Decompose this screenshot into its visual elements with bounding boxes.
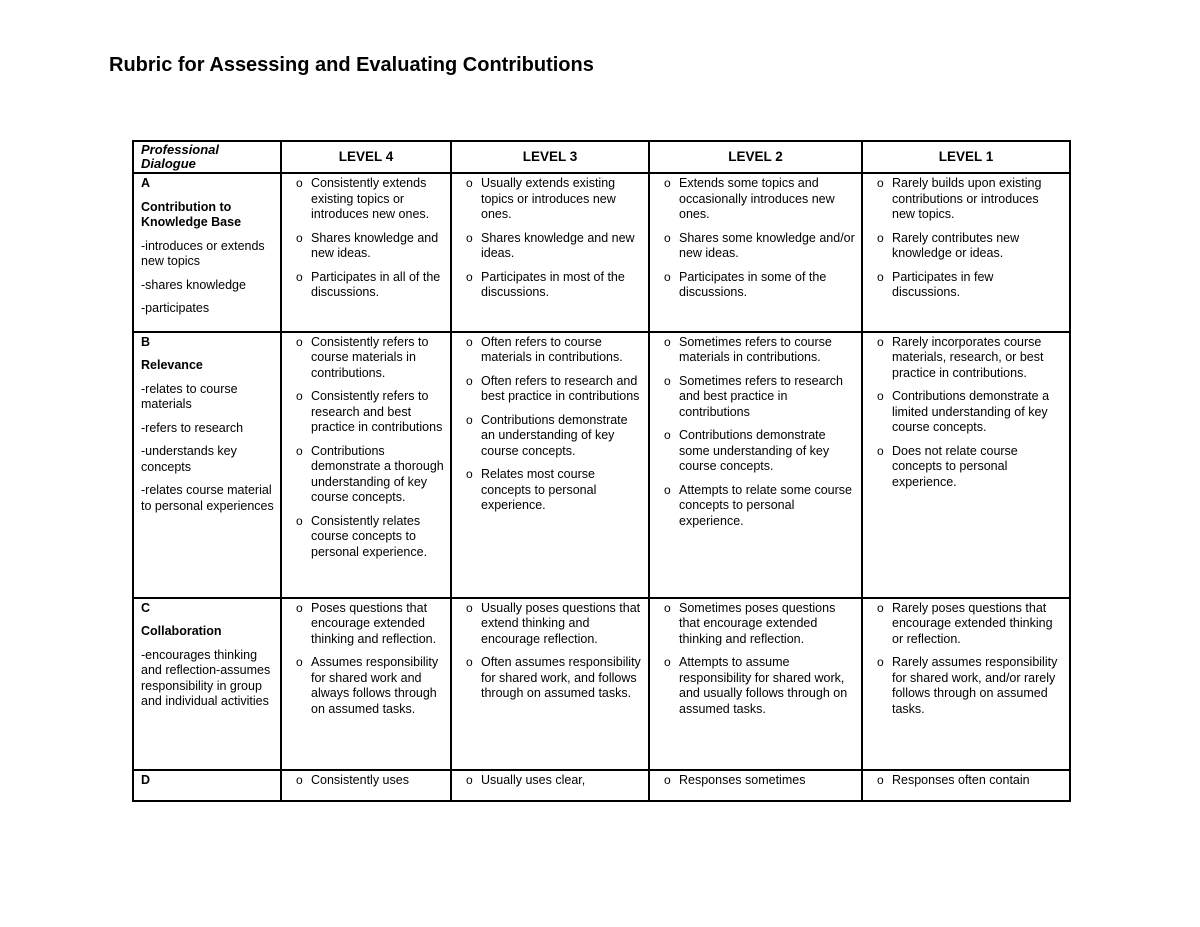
level-3-cell: [451, 770, 649, 802]
bullet-text: Contributions demonstrate a limited understanding of key course concepts.: [892, 389, 1050, 434]
bullet-text: Sometimes refers to research and best practice in contributions: [679, 373, 843, 419]
rubric-row: [133, 598, 1070, 770]
bullet-text: Participates in all of the discussions.: [311, 269, 441, 299]
bullet-item: [657, 428, 855, 475]
criteria-descriptor: -relates to course materials: [141, 381, 238, 411]
bullet-item: [870, 176, 1063, 223]
bullet-text: Often refers to research and best practice in contributions: [481, 373, 640, 403]
bullet-item: [289, 444, 444, 506]
criteria-letter: D: [141, 772, 151, 787]
bullet-text: Shares knowledge and new ideas.: [311, 230, 439, 260]
criteria-descriptor: -relates course material to personal experiences: [141, 483, 274, 513]
bullet-text: Consistently refers to course materials in contributions.: [311, 334, 429, 380]
bullet-icon: o: [296, 600, 303, 615]
document-title: Rubric for Assessing and Evaluating Contributions: [109, 54, 594, 76]
bullet-text: Rarely poses questions that encourage extended thinking or reflection.: [892, 600, 1053, 646]
bullet-icon: o: [664, 176, 671, 190]
level-4-cell: [281, 770, 451, 802]
bullet-item: [657, 374, 855, 421]
level-1-cell: [862, 173, 1070, 332]
bullet-item: [657, 601, 855, 648]
bullet-text: Attempts to assume responsibility for shared work, and usually follows through on assumed tasks.: [679, 655, 848, 716]
bullet-item: [870, 601, 1063, 648]
bullet-item: [870, 335, 1063, 382]
bullet-icon: o: [296, 443, 303, 458]
bullet-icon: o: [296, 389, 303, 403]
bullet-item: [459, 601, 642, 648]
bullet-text: Usually extends existing topics or introduces new ones.: [481, 176, 616, 221]
bullet-item: [870, 444, 1063, 491]
bullet-icon: o: [296, 772, 303, 787]
bullet-item: [870, 655, 1063, 717]
bullet-list: [289, 601, 444, 718]
bullet-icon: o: [664, 269, 671, 284]
bullet-item: [657, 335, 855, 366]
bullet-text: Shares knowledge and new ideas.: [481, 230, 635, 260]
criteria-letter: A: [141, 176, 151, 190]
bullet-icon: o: [466, 772, 473, 787]
criteria-name: Collaboration: [141, 624, 222, 638]
level-2-cell: [649, 598, 862, 770]
bullet-icon: o: [664, 230, 671, 245]
bullet-list: [870, 335, 1063, 491]
bullet-list: [657, 176, 855, 301]
bullet-icon: o: [296, 655, 303, 669]
bullet-list: [657, 601, 855, 718]
bullet-icon: o: [664, 772, 671, 787]
bullet-text: Poses questions that encourage extended thinking and reflection.: [311, 600, 437, 646]
level-4-header: LEVEL 4: [281, 141, 451, 173]
bullet-text: Does not relate course concepts to personal experience.: [892, 443, 1018, 489]
bullet-item: [657, 270, 855, 301]
level-2-cell: [649, 332, 862, 598]
bullet-text: Consistently extends existing topics or introduces new ones.: [311, 176, 430, 221]
criteria-name: Contribution to Knowledge Base: [141, 199, 242, 229]
level-4-cell: [281, 173, 451, 332]
level-1-cell: [862, 598, 1070, 770]
bullet-icon: o: [877, 772, 884, 787]
bullet-item: [289, 231, 444, 262]
bullet-text: Contributions demonstrate a thorough understanding of key course concepts.: [311, 443, 444, 504]
criteria-descriptor: -understands key concepts: [141, 444, 237, 474]
bullet-list: [459, 601, 642, 702]
bullet-icon: o: [664, 655, 671, 669]
criteria-descriptor: -encourages thinking and reflection-assumes responsibility in group and individual activities: [141, 647, 271, 708]
bullet-icon: o: [466, 269, 473, 284]
bullet-text: Often refers to course materials in contributions.: [481, 334, 623, 364]
level-3-cell: [451, 598, 649, 770]
bullet-text: Rarely contributes new knowledge or ideas.: [892, 230, 1020, 260]
bullet-text: Participates in few discussions.: [892, 269, 994, 299]
criteria-descriptor: -participates: [141, 301, 210, 315]
rubric-row: [133, 332, 1070, 598]
rubric-row: [133, 173, 1070, 332]
bullet-item: [459, 270, 642, 301]
bullet-text: Consistently refers to research and best practice in contributions: [311, 389, 443, 434]
bullet-item: [870, 270, 1063, 301]
bullet-item: [657, 231, 855, 262]
rubric-table: [132, 140, 1071, 802]
bullet-list: [870, 176, 1063, 301]
bullet-icon: o: [466, 655, 473, 669]
header-row: [133, 141, 1070, 173]
bullet-icon: o: [877, 600, 884, 615]
bullet-item: [459, 335, 642, 366]
bullet-icon: o: [877, 230, 884, 245]
bullet-icon: o: [296, 230, 303, 245]
bullet-icon: o: [664, 428, 671, 442]
bullet-icon: o: [877, 443, 884, 458]
bullet-text: Consistently relates course concepts to personal experience.: [311, 513, 428, 559]
bullet-icon: o: [877, 389, 884, 403]
bullet-text: Usually poses questions that extend thinking and encourage reflection.: [481, 600, 641, 646]
bullet-text: Usually uses clear,: [481, 772, 586, 787]
bullet-item: [870, 773, 1063, 789]
criteria-cell: [133, 598, 281, 770]
bullet-item: [289, 176, 444, 223]
bullet-icon: o: [296, 176, 303, 190]
bullet-list: [870, 773, 1063, 789]
bullet-item: [870, 231, 1063, 262]
bullet-text: Contributions demonstrate some understanding of key course concepts.: [679, 428, 830, 473]
level-4-cell: [281, 598, 451, 770]
bullet-list: [289, 176, 444, 301]
bullet-icon: o: [296, 513, 303, 528]
bullet-text: Responses often contain: [892, 772, 1030, 787]
bullet-item: [459, 176, 642, 223]
bullet-icon: o: [664, 334, 671, 349]
bullet-text: Rarely builds upon existing contributions or introduces new topics.: [892, 176, 1042, 221]
bullet-text: Attempts to relate some course concepts to personal experience.: [679, 482, 852, 528]
bullet-list: [657, 773, 855, 789]
bullet-icon: o: [466, 176, 473, 190]
bullet-icon: o: [466, 230, 473, 245]
bullet-text: Consistently uses: [311, 772, 409, 787]
bullet-icon: o: [877, 176, 884, 190]
bullet-item: [657, 773, 855, 789]
bullet-item: [657, 176, 855, 223]
bullet-text: Relates most course concepts to personal experience.: [481, 467, 597, 512]
bullet-item: [289, 655, 444, 717]
rubric-row: [133, 770, 1070, 802]
bullet-icon: o: [296, 334, 303, 349]
bullet-item: [289, 514, 444, 561]
criteria-letter: C: [141, 600, 151, 615]
bullet-text: Extends some topics and occasionally introduces new ones.: [679, 176, 835, 221]
bullet-text: Often assumes responsibility for shared work, and follows through on assumed tasks.: [481, 655, 641, 700]
level-4-cell: [281, 332, 451, 598]
level-1-cell: [862, 332, 1070, 598]
criteria-header: Professional Dialogue: [133, 141, 281, 173]
bullet-item: [459, 231, 642, 262]
bullet-icon: o: [664, 373, 671, 388]
bullet-icon: o: [877, 269, 884, 284]
bullet-text: Assumes responsibility for shared work and always follows through on assumed tasks.: [311, 655, 439, 716]
bullet-item: [289, 270, 444, 301]
criteria-descriptor: -refers to research: [141, 420, 244, 435]
level-2-cell: [649, 770, 862, 802]
bullet-list: [289, 335, 444, 561]
bullet-item: [459, 413, 642, 460]
bullet-text: Shares some knowledge and/or new ideas.: [679, 230, 855, 260]
bullet-list: [459, 176, 642, 301]
criteria-cell: [133, 173, 281, 332]
bullet-list: [459, 335, 642, 514]
level-3-cell: [451, 173, 649, 332]
bullet-icon: o: [466, 412, 473, 427]
level-1-header: LEVEL 1: [862, 141, 1070, 173]
bullet-icon: o: [877, 655, 884, 669]
bullet-text: Responses sometimes: [679, 772, 806, 787]
bullet-icon: o: [296, 269, 303, 284]
bullet-icon: o: [664, 600, 671, 615]
bullet-text: Sometimes refers to course materials in contributions.: [679, 334, 832, 364]
bullet-icon: o: [466, 467, 473, 481]
bullet-text: Contributions demonstrate an understanding of key course concepts.: [481, 412, 628, 458]
level-2-cell: [649, 173, 862, 332]
criteria-cell: [133, 770, 281, 802]
level-3-header: LEVEL 3: [451, 141, 649, 173]
bullet-item: [289, 335, 444, 382]
bullet-list: [289, 773, 444, 789]
level-3-cell: [451, 332, 649, 598]
bullet-text: Participates in most of the discussions.: [481, 269, 625, 299]
bullet-text: Rarely assumes responsibility for shared work, and/or rarely follows through on assumed tasks.: [892, 655, 1058, 716]
level-2-header: LEVEL 2: [649, 141, 862, 173]
bullet-item: [459, 467, 642, 514]
bullet-icon: o: [466, 600, 473, 615]
bullet-icon: o: [466, 334, 473, 349]
criteria-descriptor: -shares knowledge: [141, 277, 246, 292]
bullet-item: [459, 374, 642, 405]
bullet-item: [289, 773, 444, 789]
bullet-list: [870, 601, 1063, 718]
bullet-item: [657, 655, 855, 717]
bullet-icon: o: [664, 482, 671, 497]
bullet-item: [459, 773, 642, 789]
bullet-list: [657, 335, 855, 530]
criteria-letter: B: [141, 334, 151, 349]
bullet-text: Rarely incorporates course materials, research, or best practice in contributions.: [892, 334, 1044, 380]
bullet-item: [657, 483, 855, 530]
bullet-list: [459, 773, 642, 789]
criteria-cell: [133, 332, 281, 598]
bullet-item: [289, 601, 444, 648]
bullet-item: [289, 389, 444, 436]
level-1-cell: [862, 770, 1070, 802]
bullet-item: [870, 389, 1063, 436]
criteria-name: Relevance: [141, 358, 203, 372]
criteria-descriptor: -introduces or extends new topics: [141, 238, 265, 268]
bullet-icon: o: [877, 334, 884, 349]
bullet-item: [459, 655, 642, 702]
bullet-text: Participates in some of the discussions.: [679, 269, 827, 299]
bullet-icon: o: [466, 373, 473, 388]
bullet-text: Sometimes poses questions that encourage extended thinking and reflection.: [679, 600, 836, 646]
